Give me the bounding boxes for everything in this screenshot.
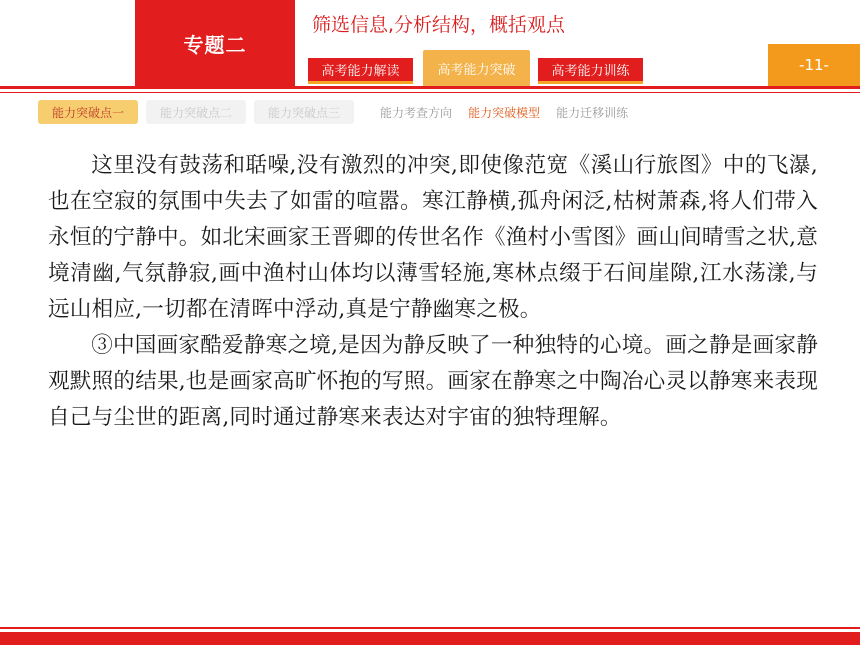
tab-breakthrough[interactable] [423, 50, 530, 86]
link-transfer-training[interactable]: 能力迁移训练 [556, 105, 629, 120]
footer-bar [0, 632, 860, 645]
footer-divider [0, 627, 860, 629]
tab-interpretation[interactable] [308, 58, 413, 84]
subtab-point-one[interactable] [38, 100, 138, 124]
header-left-blank [0, 0, 135, 86]
subtab-point-two[interactable] [146, 100, 246, 124]
sub-navigation [38, 100, 634, 124]
tab-label: 高考能力训练 [551, 64, 630, 79]
paragraph: 这里没有鼓荡和聒噪,没有激烈的冲突,即使像范宽《溪山行旅图》中的飞瀑,也在空寂的氛围中失去了如雷的喧嚣。寒江静横,孤舟闲泛,枯树萧森,将人们带入永恒的宁静中。如北宋画家王晋卿的传世名作《渔村小雪图》画山间晴雪之状,意境清幽,气氛静寂,画中渔村山体均以薄雪轻施,寒林点缀于石间崖隙,江水荡漾,与远山相应,一切都在清晖中浮动,真是宁静幽寒之极。 [48, 153, 818, 322]
subtab-label: 能力突破点一 [52, 105, 125, 120]
topic-label: 专题二 [135, 0, 295, 86]
tab-training[interactable] [538, 58, 643, 84]
subtab-label: 能力突破点三 [268, 105, 341, 120]
header-divider-thin [0, 92, 860, 93]
tab-label: 高考能力解读 [321, 64, 400, 79]
header-divider [0, 86, 860, 89]
link-breakthrough-model[interactable]: 能力突破模型 [468, 105, 541, 120]
subtab-label: 能力突破点二 [160, 105, 233, 120]
subtab-point-three[interactable] [254, 100, 354, 124]
page-number: -11- [768, 44, 860, 86]
page-title: 筛选信息,分析结构，概括观点 [312, 14, 566, 36]
tab-label: 高考能力突破 [437, 62, 516, 78]
link-assessment-direction[interactable]: 能力考查方向 [380, 105, 453, 120]
paragraph: ③中国画家酷爱静寒之境,是因为静反映了一种独特的心境。画之静是画家静观默照的结果,也是画家高旷怀抱的写照。画家在静寒之中陶冶心灵以静寒来表现自己与尘世的距离,同时通过静寒来表达对宇宙的独特理解。 [48, 333, 818, 430]
main-content [48, 148, 818, 436]
